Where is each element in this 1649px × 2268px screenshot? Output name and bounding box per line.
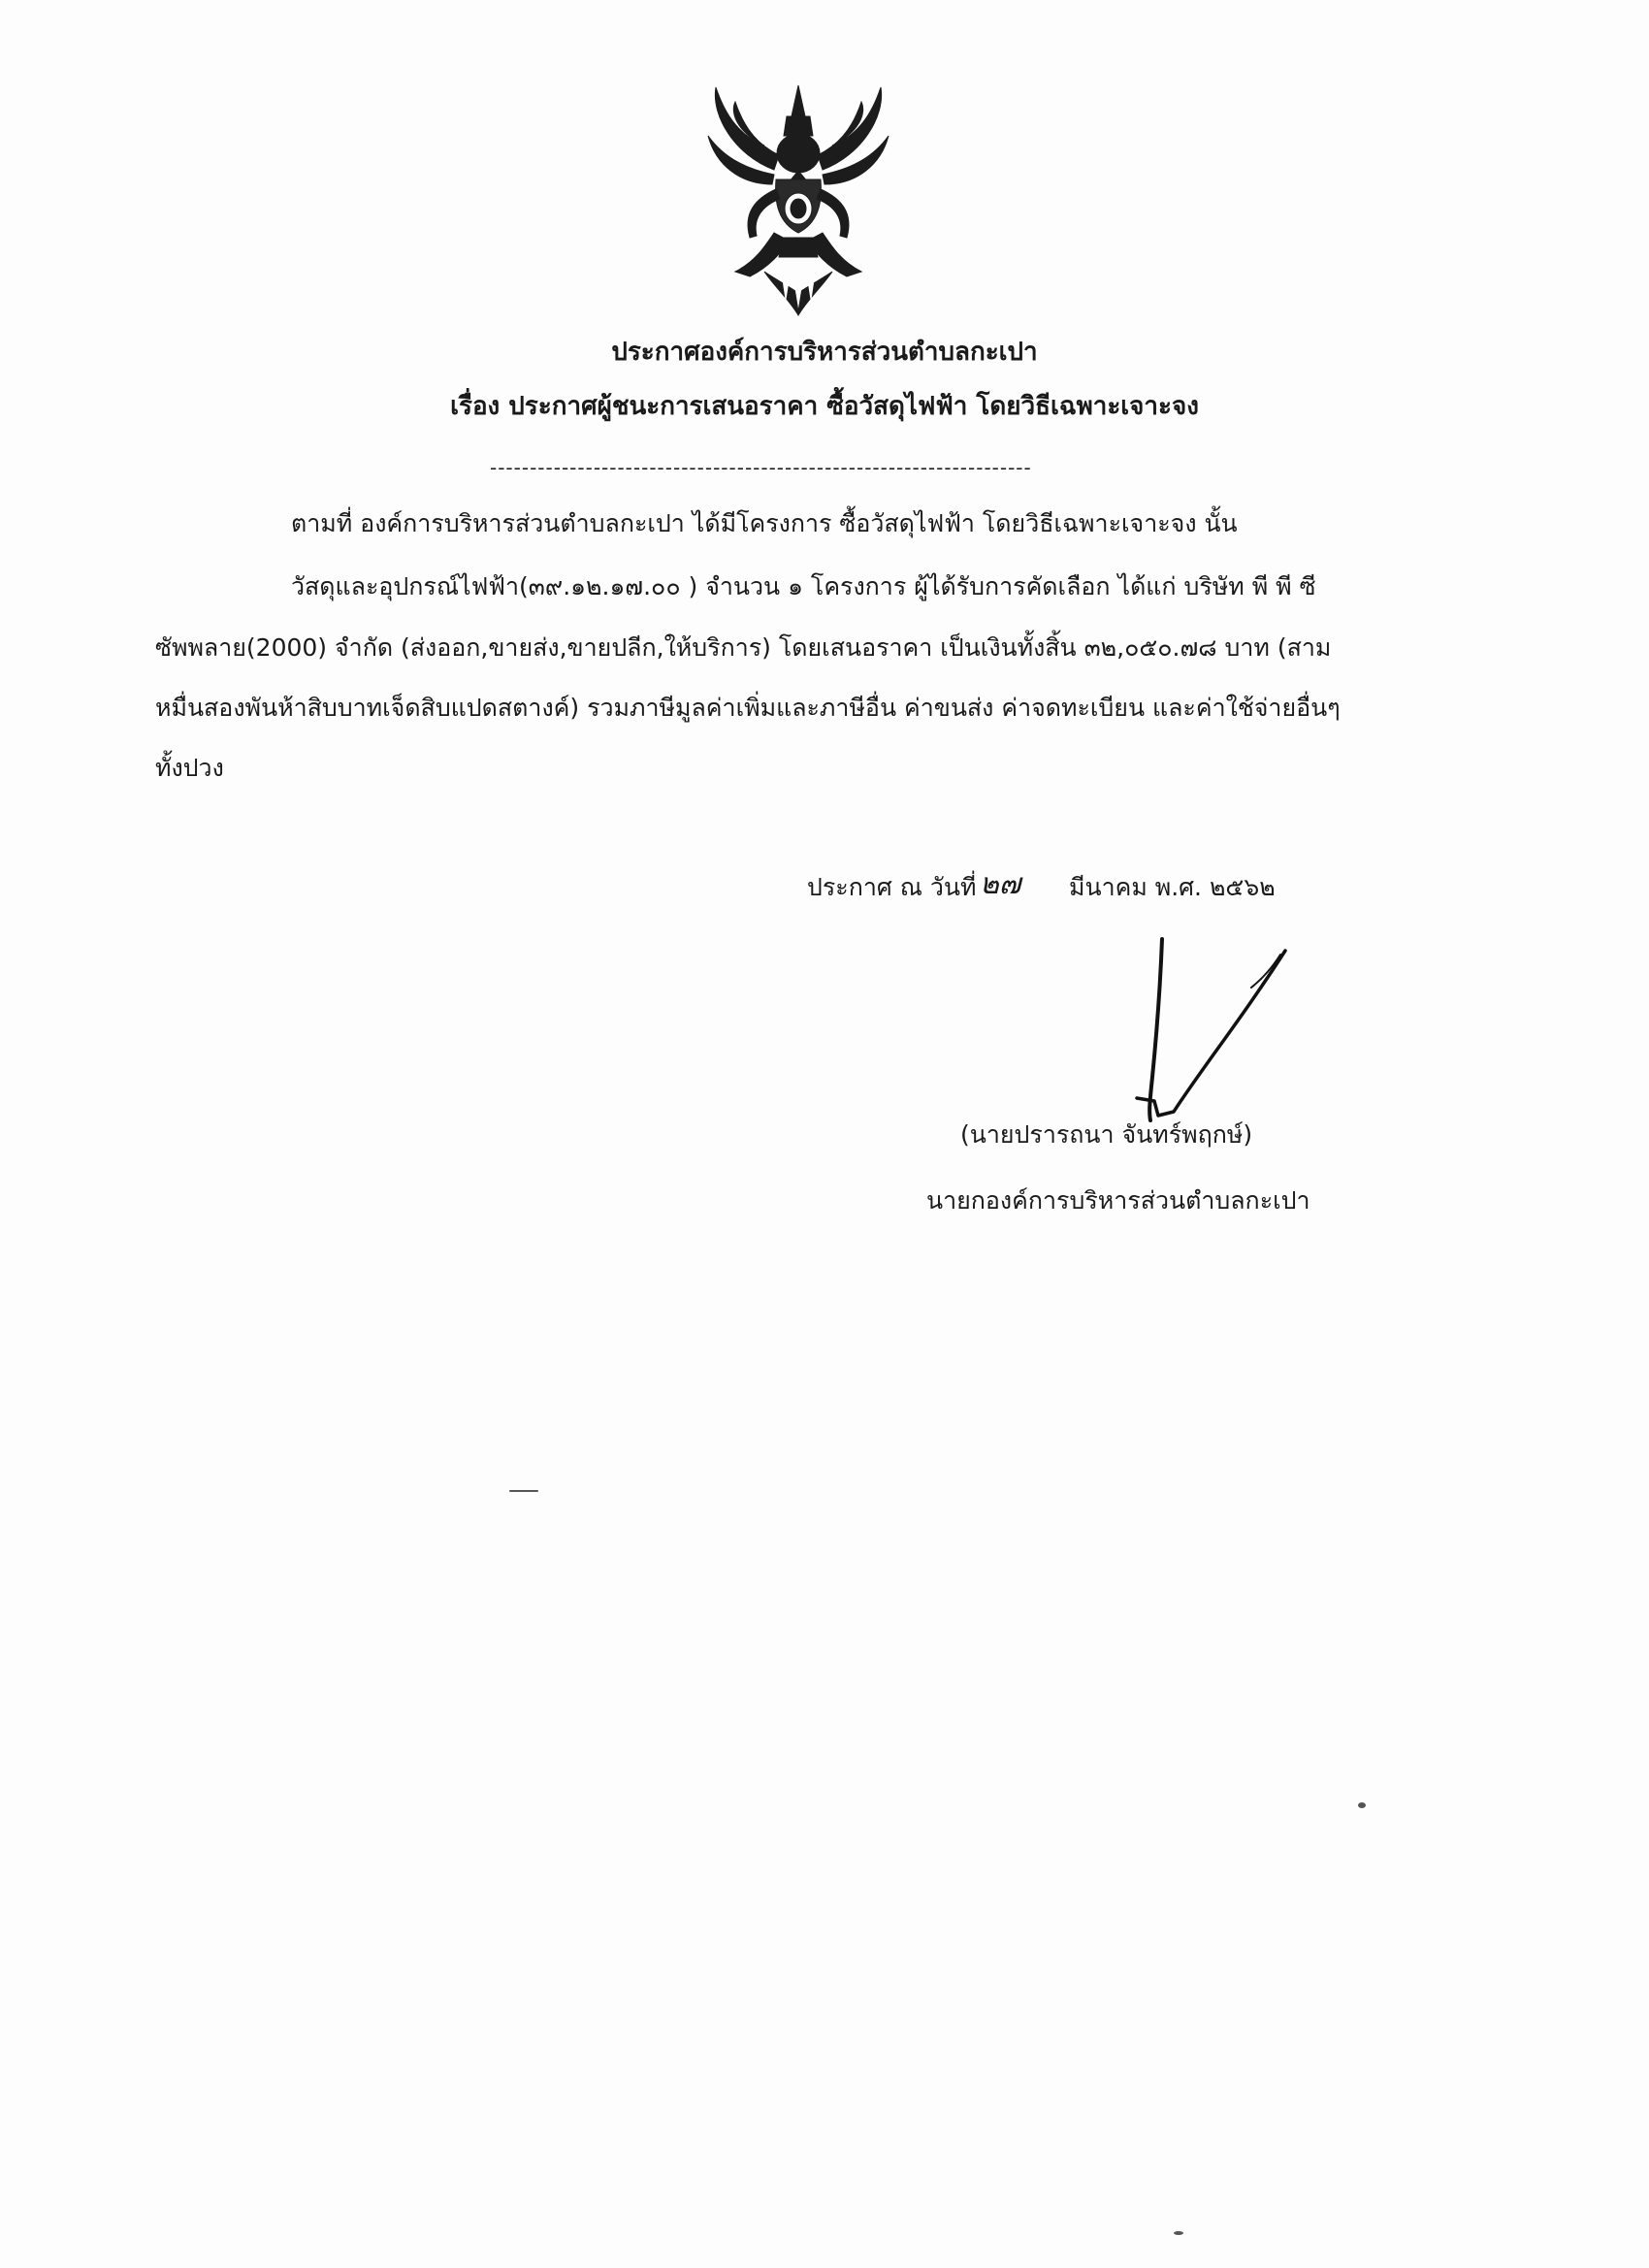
body-line-4: หมื่นสองพันห้าสิบบาทเจ็ดสิบแปดสตางค์) รวมภาษีมูลค่าเพิ่มและภาษีอื่น ค่าขนส่ง ค่าจดทะเบียน และค่าใช้จ่ายอื่นๆ — [155, 694, 1341, 722]
signature-icon — [1086, 931, 1310, 1135]
body-line-2: วัสดุและอุปกรณ์ไฟฟ้า(๓๙.๑๒.๑๗.๐๐ ) จำนวน ๑ โครงการ ผู้ได้รับการคัดเลือก ได้แก่ บริษัท พี พี ซี — [291, 572, 1316, 600]
announcement-subject: เรื่อง ประกาศผู้ชนะการเสนอราคา ซื้อวัสดุไฟฟ้า โดยวิธีเฉพาะเจาะจง — [450, 392, 1199, 421]
body-line-5: ทั้งปวง — [155, 754, 224, 782]
garuda-emblem-icon — [696, 78, 900, 320]
body-line-1: ตามที่ องค์การบริหารส่วนตำบลกะเปา ได้มีโครงการ ซื้อวัสดุไฟฟ้า โดยวิธีเฉพาะเจาะจง นั้น — [291, 509, 1238, 537]
issued-month-year: มีนาคม พ.ศ. ๒๕๖๒ — [1069, 873, 1276, 901]
announcement-issuer: ประกาศองค์การบริหารส่วนตำบลกะเปา — [611, 338, 1038, 367]
signer-name: (นายปรารถนา จันทร์พฤกษ์) — [960, 1120, 1253, 1149]
header-divider: -------------------------------------------------------------------- — [490, 456, 1032, 479]
signer-position: นายกองค์การบริหารส่วนตำบลกะเปา — [926, 1186, 1310, 1215]
scan-speck — [1358, 1802, 1366, 1808]
scan-speck — [1174, 2231, 1183, 2235]
issued-day-handwritten: ๒๗ — [980, 867, 1021, 901]
scan-speck — [509, 1490, 538, 1492]
body-line-3: ซัพพลาย(2000) จำกัด (ส่งออก,ขายส่ง,ขายปลีก,ให้บริการ) โดยเสนอราคา เป็นเงินทั้งสิ้น ๓๒,๐๕๐.๗๘ บาท (สาม — [155, 633, 1332, 662]
issued-label: ประกาศ ณ วันที่ — [807, 873, 977, 901]
